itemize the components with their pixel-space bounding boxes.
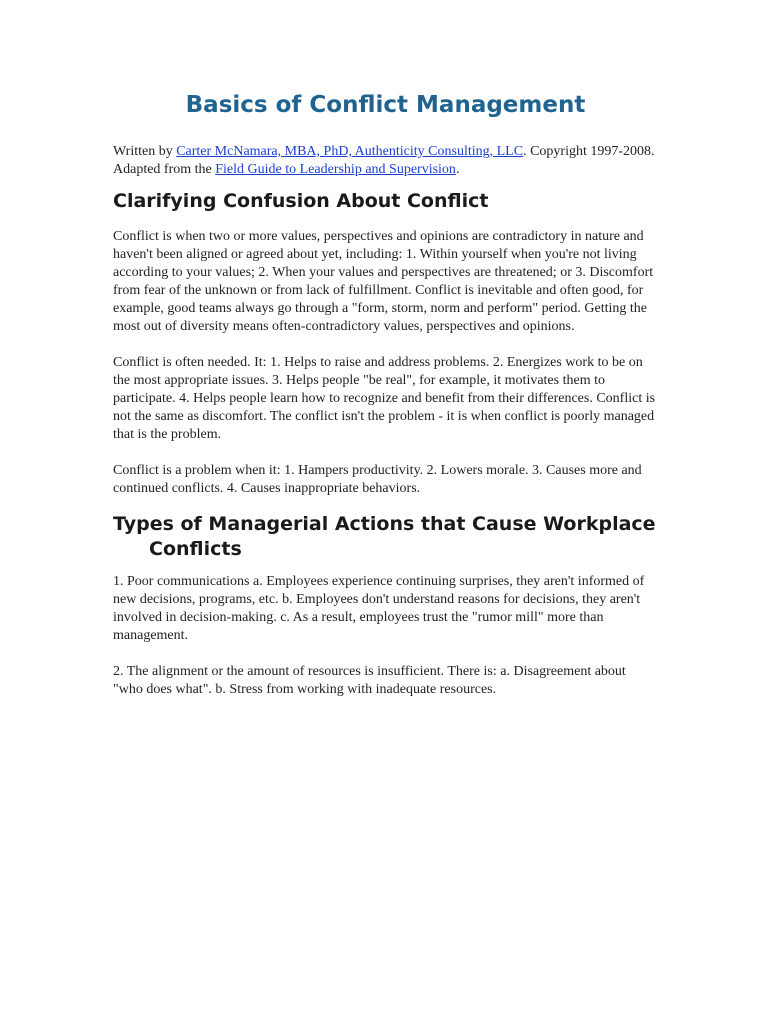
list-item: c. As a result, employees trust the "rumor mill" more than management. [113, 610, 604, 643]
discomfort-paragraph: Conflict is not the same as discomfort. The conflict isn't the problem - it is when conflict is poorly managed that is the problem. [113, 391, 656, 442]
byline-suffix: . Copyright 1997-2008. [523, 144, 655, 159]
needed-intro: Conflict is often needed. It: [113, 355, 267, 370]
conflict-definition: Conflict is when two or more values, perspectives and opinions are contradictory in nature and haven't been aligned or agreed about yet, including: [113, 229, 644, 262]
byline-prefix: Written by [113, 144, 177, 159]
list-item: 3. Discomfort from fear of the unknown or from lack of fulfillment. [113, 265, 654, 298]
list-item: 1. Within yourself when you're not living according to your values; [113, 247, 637, 280]
list-item: 1. Helps to raise and address problems. [270, 355, 490, 370]
list-item: 3. Helps people "be real", for example, it motivates them to participate. [113, 373, 605, 406]
section-heading-managerial-actions: Types of Managerial Actions that Cause Workplace Conflicts [113, 513, 656, 560]
adapted-prefix: Adapted from the [113, 162, 216, 177]
list-item: 3. Causes more and continued conflicts. [113, 463, 642, 496]
author-link[interactable]: Carter McNamara, MBA, PhD, Authenticity Consulting, LLC [176, 144, 524, 159]
list-item: 4. Causes inappropriate behaviors. [226, 481, 421, 496]
list-item: 2. The alignment or the amount of resources is insufficient. There is: [113, 664, 497, 679]
adapted-line [113, 162, 459, 177]
problem-intro: Conflict is a problem when it: [113, 463, 281, 478]
field-guide-link[interactable]: Field Guide to Leadership and Supervision [215, 162, 456, 177]
list-item: 2. Lowers morale. [426, 463, 529, 478]
section-body-managerial-actions [113, 573, 658, 699]
section-body-clarifying [113, 228, 658, 498]
section-heading-clarifying: Clarifying Confusion About Conflict [113, 190, 489, 212]
list-item: 1. Poor communications [113, 574, 250, 589]
byline [113, 143, 658, 179]
list-item: 2. When your values and perspectives are threatened; or [258, 265, 572, 280]
list-item: b. Employees don't understand reasons for decisions, they aren't involved in decision-making. [113, 592, 641, 625]
author-line [113, 144, 655, 159]
document-page [113, 88, 658, 699]
list-item: 4. Helps people learn how to recognize and benefit from their differences. [179, 391, 593, 406]
list-item: a. Disagreement about "who does what". [113, 664, 626, 697]
list-item: b. Stress from working with inadequate resources. [215, 682, 497, 697]
list-item: 1. Hampers productivity. [284, 463, 424, 478]
list-item: a. Employees experience continuing surprises, they aren't informed of new decisions, programs, etc. [113, 574, 645, 607]
conflict-inevitable-paragraph: Conflict is inevitable and often good, for example, good teams always go through a "form, storm, norm and perform" period. Getting the most out of diversity means often-contradictory values, perspectives and opinions. [113, 283, 647, 334]
adapted-suffix: . [455, 162, 460, 177]
page-title: Basics of Conflict Management [185, 92, 586, 118]
list-item: 2. Energizes work to be on the most appropriate issues. [113, 355, 643, 388]
